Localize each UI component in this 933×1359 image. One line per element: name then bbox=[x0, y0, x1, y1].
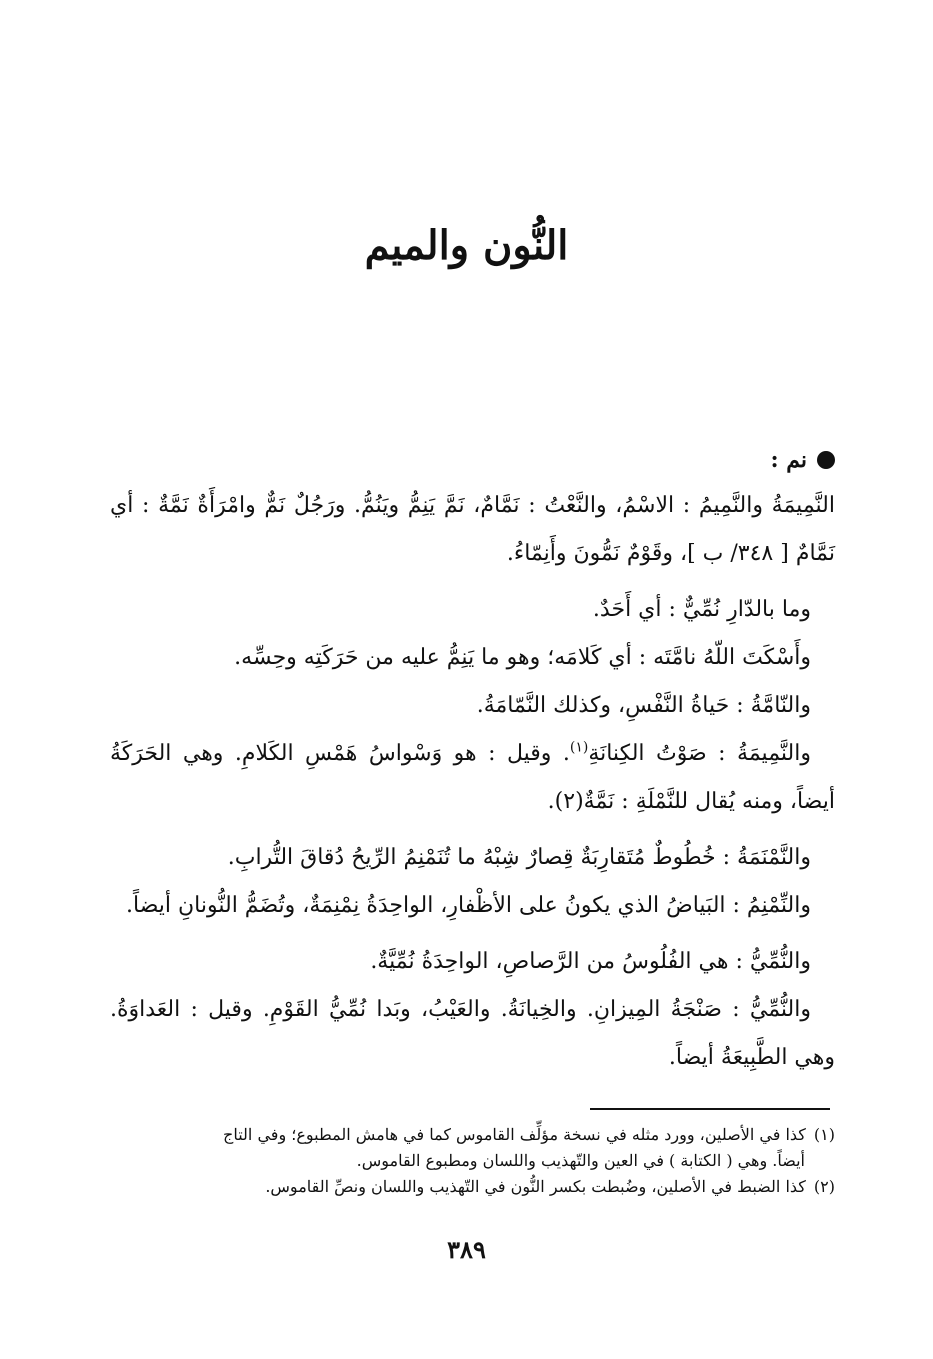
paragraph: والنِّمْنِمُ : البَياضُ الذي يكونُ على الأظْفارِ، الواحِدَةُ نِمْنِمَةٌ، وتُضَمُّ النُّونانِ أيضاً. bbox=[126, 893, 811, 918]
paragraph: والنُّمِّيُّ : هي الفُلُوسُ من الرَّصاصِ، الواحِدَةُ نُمِّيَّةٌ. bbox=[370, 949, 811, 974]
paragraph: والنُّمِّيُّ : صَنْجَةُ المِيزانِ. والخِيانَةُ. والعَيْبُ، وبَدا نُمِّيُّ القَوْمِ. وقيل : العَداوَةُ. وهي الطَّبِيعَةُ أيضاً. bbox=[110, 997, 835, 1070]
page-number: ٣٨٩ bbox=[447, 1235, 486, 1264]
footnote-number: (٢) bbox=[813, 1177, 835, 1196]
bullet-icon bbox=[817, 451, 835, 469]
chapter-title: النُّون والميم bbox=[364, 222, 569, 269]
footnotes bbox=[110, 1122, 835, 1200]
body-text bbox=[110, 438, 835, 1082]
paragraph: النَّمِيمَةُ والنَّمِيمُ : الاسْمُ، والنَّعْتُ : نَمَّامٌ، نَمَّ يَنِمُّ ويَنُمُّ. ورَجُلٌ نَمٌّ وامْرَأَةٌ نَمَّةٌ : أي نَمَّامٌ [ ٣٤٨/ ب ]، وقَوْمٌ نَمُّونَ وأَنِمّاءُ. bbox=[110, 493, 835, 566]
paragraph bbox=[110, 730, 835, 826]
entry-heading bbox=[110, 438, 835, 482]
paragraph: وأَسْكَتَ اللّهُ نامَّتَه : أي كَلامَه؛ وهو ما يَنِمُّ عليه من حَرَكَتِه وحِسِّه. bbox=[234, 645, 811, 670]
footnote-reference: (١) bbox=[569, 739, 589, 756]
footnote-text: أيضاً. وهي ( الكتابة ) في العين والتّهذيب واللسان ومطبوع القاموس. bbox=[356, 1151, 805, 1170]
footnote-divider bbox=[590, 1108, 830, 1110]
footnote-text: كذا الضبط في الأصلين، وضُبطت بكسر النُّون في التّهذيب واللسان ونصِّ القاموس. bbox=[265, 1177, 806, 1196]
paragraph: والنّامَّةُ : حَياةُ النَّفْسِ، وكذلك النَّمّامَةُ. bbox=[476, 693, 811, 718]
footnote bbox=[110, 1122, 835, 1174]
footnote-number: (١) bbox=[813, 1125, 835, 1144]
footnote-text: كذا في الأصلين، وورد مثله في نسخة مؤلِّف القاموس كما في هامش المطبوع؛ وفي التاج bbox=[223, 1125, 806, 1144]
entry-root: نم : bbox=[770, 447, 807, 473]
paragraph-text: . وقيل : هو وَسْواسُ هَمْسِ الكَلامِ. وهي الحَرَكَةُ أيضاً، ومنه يُقال للنَّمْلَةِ : نَمَّةٌ(٢). bbox=[110, 741, 835, 814]
paragraph-text: والنَّمِيمَةُ : صَوْتُ الكِنانَةِ bbox=[588, 741, 811, 766]
footnote bbox=[110, 1174, 835, 1200]
paragraph: وما بالدّارِ نُمِّيٌّ : أي أَحَدٌ. bbox=[592, 597, 811, 622]
paragraph: والنَّمْنَمَةُ : خُطُوطٌ مُتَقارِبَةٌ قِصارٌ شِبْهُ ما تُنَمْنِمُ الرِّيحُ دُقاقَ التُّرابِ. bbox=[227, 845, 811, 870]
